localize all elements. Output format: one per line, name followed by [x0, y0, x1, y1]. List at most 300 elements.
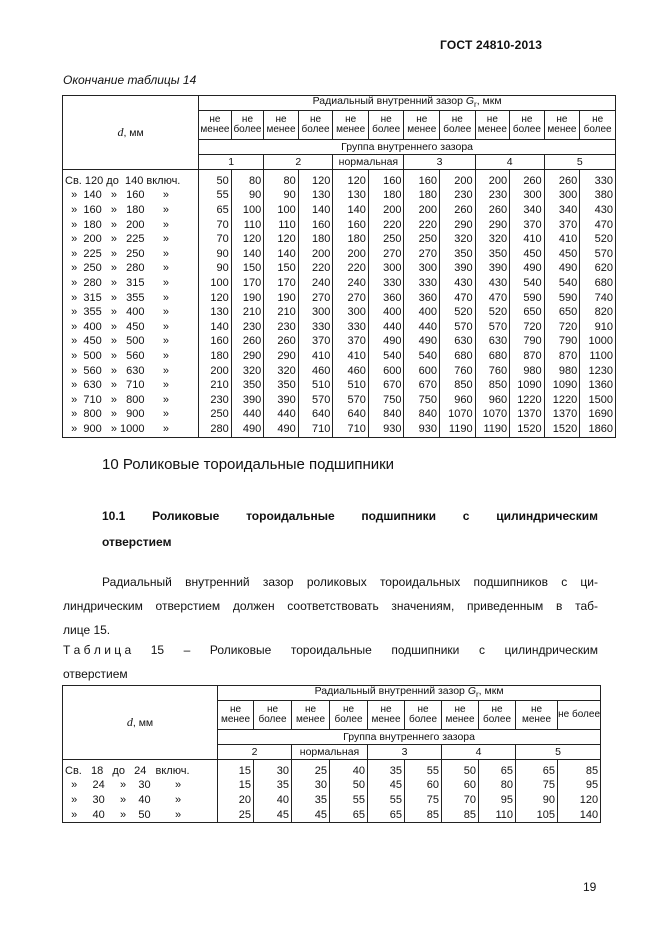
min-value: 170 — [264, 276, 299, 291]
max-value: 330 — [368, 276, 404, 291]
max-value: 1220 — [510, 393, 545, 408]
max-value: 170 — [231, 276, 264, 291]
section-heading: 10 Роликовые тороидальные подшипники — [102, 456, 395, 473]
max-value: 760 — [440, 364, 476, 379]
min-value: 540 — [404, 349, 440, 364]
clearance-header: Радиальный внутренний зазор $G_r$, мкм — [199, 96, 616, 111]
max-value: 300 — [298, 305, 333, 320]
max-value: 330 — [580, 170, 616, 189]
min-value: 230 — [475, 189, 510, 204]
max-value: 350 — [440, 247, 476, 262]
max-value: 160 — [368, 170, 404, 189]
min-value: 200 — [333, 247, 369, 262]
max-value: 490 — [368, 335, 404, 350]
max-value: 95 — [558, 779, 601, 794]
max-label: не более — [231, 111, 264, 140]
max-value: 400 — [368, 305, 404, 320]
min-value: 160 — [333, 218, 369, 233]
min-value: 220 — [404, 218, 440, 233]
max-label: не более — [298, 111, 333, 140]
table-row — [63, 408, 616, 423]
table-row — [63, 203, 616, 218]
max-value: 1070 — [440, 408, 476, 423]
min-value: 570 — [333, 393, 369, 408]
min-value: 100 — [264, 203, 299, 218]
min-value: 760 — [475, 364, 510, 379]
min-value: 410 — [333, 349, 369, 364]
max-value: 190 — [231, 291, 264, 306]
min-value: 140 — [199, 320, 232, 335]
min-value: 300 — [333, 305, 369, 320]
diameter-range: » 225 » 250 » — [63, 247, 199, 262]
max-value: 230 — [440, 189, 476, 204]
min-value: 210 — [199, 378, 232, 393]
diameter-range: » 40 » 50 » — [63, 808, 218, 823]
diameter-range: » 630 » 710 » — [63, 378, 199, 393]
max-label: не более — [330, 701, 368, 730]
max-value: 230 — [231, 320, 264, 335]
table-row — [63, 760, 601, 779]
min-value: 470 — [475, 291, 510, 306]
max-value: 290 — [440, 218, 476, 233]
body-paragraph: Радиальный внутренний зазор роликовых тороидальных подшипников с ци- линдрическим отверстием должен соответствовать значениям, приведенным в таб- лице 15. — [63, 575, 598, 637]
max-value: 570 — [580, 247, 616, 262]
min-label: не менее — [264, 111, 299, 140]
diameter-range: Св. 18 до 24 включ. — [63, 760, 218, 779]
max-label: не более — [368, 111, 404, 140]
min-value: 650 — [544, 305, 580, 320]
table-15 — [62, 685, 601, 823]
max-value: 640 — [298, 408, 333, 423]
min-value: 70 — [442, 793, 479, 808]
min-value: 290 — [475, 218, 510, 233]
min-value: 370 — [544, 218, 580, 233]
max-value: 100 — [231, 203, 264, 218]
min-value: 1520 — [544, 422, 580, 437]
max-value: 290 — [231, 349, 264, 364]
max-value: 1690 — [580, 408, 616, 423]
min-label: не менее — [333, 111, 369, 140]
max-value: 570 — [440, 320, 476, 335]
table-row — [63, 808, 601, 823]
diameter-range: » 710 » 800 » — [63, 393, 199, 408]
min-value: 220 — [333, 262, 369, 277]
min-label: не менее — [218, 701, 254, 730]
max-value: 200 — [440, 170, 476, 189]
max-value: 130 — [298, 189, 333, 204]
min-value: 250 — [199, 408, 232, 423]
max-label: не более — [405, 701, 442, 730]
min-value: 45 — [368, 779, 405, 794]
min-value: 180 — [404, 189, 440, 204]
min-value: 640 — [333, 408, 369, 423]
min-value: 55 — [368, 793, 405, 808]
max-value: 600 — [368, 364, 404, 379]
min-value: 35 — [368, 760, 405, 779]
max-value: 840 — [368, 408, 404, 423]
group-number: 2 — [264, 155, 333, 170]
diameter-range: » 250 » 280 » — [63, 262, 199, 277]
min-value: 130 — [333, 189, 369, 204]
min-value: 750 — [404, 393, 440, 408]
diameter-range: » 400 » 450 » — [63, 320, 199, 335]
table-row — [63, 170, 616, 189]
max-value: 260 — [440, 203, 476, 218]
min-value: 390 — [475, 262, 510, 277]
min-value: 15 — [218, 779, 254, 794]
max-value: 75 — [405, 793, 442, 808]
table-row — [63, 793, 601, 808]
max-value: 30 — [254, 760, 292, 779]
max-value: 90 — [231, 189, 264, 204]
max-value: 260 — [231, 335, 264, 350]
max-value: 720 — [510, 320, 545, 335]
max-value: 40 — [254, 793, 292, 808]
min-value: 120 — [333, 170, 369, 189]
group-number: 3 — [404, 155, 475, 170]
diameter-range: » 30 » 40 » — [63, 793, 218, 808]
min-value: 140 — [264, 247, 299, 262]
min-value: 200 — [475, 170, 510, 189]
max-value: 55 — [330, 793, 368, 808]
min-value: 85 — [442, 808, 479, 823]
max-value: 240 — [298, 276, 333, 291]
max-value: 370 — [510, 218, 545, 233]
min-value: 330 — [333, 320, 369, 335]
min-value: 15 — [218, 760, 254, 779]
min-value: 180 — [333, 232, 369, 247]
max-value: 450 — [510, 247, 545, 262]
caption-word: 15 — [150, 643, 165, 657]
diameter-header: d, мм — [63, 96, 199, 170]
diameter-range: » 800 » 900 » — [63, 408, 199, 423]
table-row — [63, 291, 616, 306]
min-value: 260 — [264, 335, 299, 350]
group-number: 5 — [544, 155, 615, 170]
max-value: 300 — [368, 262, 404, 277]
max-value: 270 — [298, 291, 333, 306]
max-value: 350 — [231, 378, 264, 393]
min-value: 410 — [544, 232, 580, 247]
group-number: 4 — [442, 745, 516, 760]
max-value: 430 — [440, 276, 476, 291]
min-value: 25 — [218, 808, 254, 823]
max-label: не более — [558, 701, 601, 730]
diameter-range: » 200 » 225 » — [63, 232, 199, 247]
diameter-range: » 900 » 1000 » — [63, 422, 199, 437]
max-value: 140 — [231, 247, 264, 262]
min-value: 300 — [404, 262, 440, 277]
min-value: 440 — [404, 320, 440, 335]
min-value: 1370 — [544, 408, 580, 423]
min-value: 65 — [368, 808, 405, 823]
max-value: 40 — [330, 760, 368, 779]
min-value: 960 — [475, 393, 510, 408]
group-header: Группа внутреннего зазора — [218, 730, 601, 745]
min-value: 190 — [264, 291, 299, 306]
table-row — [63, 218, 616, 233]
subsection-word: подшипники — [361, 509, 437, 523]
min-value: 280 — [199, 422, 232, 437]
max-value: 390 — [231, 393, 264, 408]
min-value: 430 — [475, 276, 510, 291]
max-value: 390 — [440, 262, 476, 277]
page-number: 19 — [583, 880, 597, 894]
max-value: 410 — [298, 349, 333, 364]
max-value: 680 — [440, 349, 476, 364]
min-value: 120 — [264, 232, 299, 247]
min-value: 520 — [475, 305, 510, 320]
max-value: 1500 — [580, 393, 616, 408]
min-label: не менее — [368, 701, 405, 730]
min-value: 370 — [333, 335, 369, 350]
min-value: 180 — [199, 349, 232, 364]
table-row — [63, 305, 616, 320]
subsection-word: 10.1 — [102, 509, 126, 523]
min-value: 360 — [404, 291, 440, 306]
min-value: 50 — [442, 760, 479, 779]
min-value: 260 — [475, 203, 510, 218]
document-code: ГОСТ 24810-2013 — [440, 38, 543, 52]
max-label: не более — [580, 111, 616, 140]
max-value: 220 — [368, 218, 404, 233]
max-value: 120 — [298, 170, 333, 189]
min-value: 980 — [544, 364, 580, 379]
group-number: 1 — [199, 155, 264, 170]
max-value: 380 — [580, 189, 616, 204]
max-value: 1370 — [510, 408, 545, 423]
max-value: 220 — [298, 262, 333, 277]
min-value: 140 — [333, 203, 369, 218]
max-value: 620 — [580, 262, 616, 277]
min-value: 90 — [199, 262, 232, 277]
table-row — [63, 232, 616, 247]
max-value: 85 — [558, 760, 601, 779]
max-value: 300 — [510, 189, 545, 204]
max-value: 45 — [254, 808, 292, 823]
max-value: 670 — [368, 378, 404, 393]
min-value: 90 — [264, 189, 299, 204]
max-value: 790 — [510, 335, 545, 350]
table-row — [63, 422, 616, 437]
max-value: 680 — [580, 276, 616, 291]
diameter-range: » 140 » 160 » — [63, 189, 199, 204]
max-value: 1100 — [580, 349, 616, 364]
max-value: 60 — [405, 779, 442, 794]
min-value: 320 — [475, 232, 510, 247]
table-row — [63, 320, 616, 335]
min-value: 290 — [264, 349, 299, 364]
min-value: 330 — [404, 276, 440, 291]
max-value: 260 — [510, 170, 545, 189]
min-value: 670 — [404, 378, 440, 393]
max-value: 570 — [298, 393, 333, 408]
max-value: 320 — [231, 364, 264, 379]
min-value: 720 — [544, 320, 580, 335]
max-value: 340 — [510, 203, 545, 218]
max-value: 1360 — [580, 378, 616, 393]
min-value: 680 — [475, 349, 510, 364]
min-value: 1070 — [475, 408, 510, 423]
min-value: 50 — [199, 170, 232, 189]
min-value: 65 — [516, 760, 558, 779]
diameter-range: » 24 » 30 » — [63, 779, 218, 794]
max-value: 460 — [298, 364, 333, 379]
min-value: 90 — [199, 247, 232, 262]
max-value: 520 — [580, 232, 616, 247]
table-row — [63, 364, 616, 379]
table-row — [63, 378, 616, 393]
min-label: не менее — [404, 111, 440, 140]
caption-word: – — [183, 643, 191, 657]
max-value: 150 — [231, 262, 264, 277]
max-value: 55 — [405, 760, 442, 779]
max-value: 630 — [440, 335, 476, 350]
diameter-range: » 560 » 630 » — [63, 364, 199, 379]
subsection-word: с — [462, 509, 470, 523]
table-row — [63, 349, 616, 364]
min-value: 105 — [516, 808, 558, 823]
table-row — [63, 393, 616, 408]
diameter-range: » 180 » 200 » — [63, 218, 199, 233]
min-value: 1190 — [475, 422, 510, 437]
max-value: 430 — [580, 203, 616, 218]
max-value: 510 — [298, 378, 333, 393]
max-value: 410 — [510, 232, 545, 247]
min-value: 1090 — [544, 378, 580, 393]
min-value: 200 — [404, 203, 440, 218]
subsection-word: Роликовые — [152, 509, 220, 523]
min-value: 160 — [404, 170, 440, 189]
max-value: 590 — [510, 291, 545, 306]
table-row — [63, 262, 616, 277]
subsection-word: тороидальные — [246, 509, 335, 523]
min-value: 350 — [264, 378, 299, 393]
max-value: 1190 — [440, 422, 476, 437]
min-label: не менее — [292, 701, 330, 730]
max-value: 520 — [440, 305, 476, 320]
min-value: 930 — [404, 422, 440, 437]
max-value: 110 — [231, 218, 264, 233]
max-value: 110 — [479, 808, 516, 823]
min-label: не менее — [199, 111, 232, 140]
group-number: нормальная — [292, 745, 368, 760]
max-value: 470 — [580, 218, 616, 233]
table-row — [63, 189, 616, 204]
min-value: 260 — [544, 170, 580, 189]
min-value: 450 — [544, 247, 580, 262]
max-value: 740 — [580, 291, 616, 306]
min-value: 70 — [199, 232, 232, 247]
max-value: 980 — [510, 364, 545, 379]
caption-word: цилиндрическим — [504, 643, 598, 657]
max-value: 65 — [479, 760, 516, 779]
caption-word: с — [478, 643, 485, 657]
min-label: не менее — [516, 701, 558, 730]
max-label: не более — [254, 701, 292, 730]
max-value: 180 — [368, 189, 404, 204]
max-value: 1230 — [580, 364, 616, 379]
table-row — [63, 779, 601, 794]
min-value: 35 — [292, 793, 330, 808]
max-value: 470 — [440, 291, 476, 306]
diameter-range: Св. 120 до 140 включ. — [63, 170, 199, 189]
max-value: 750 — [368, 393, 404, 408]
min-label: не менее — [442, 701, 479, 730]
min-value: 30 — [292, 779, 330, 794]
max-value: 95 — [479, 793, 516, 808]
max-value: 360 — [368, 291, 404, 306]
min-value: 25 — [292, 760, 330, 779]
min-value: 100 — [199, 276, 232, 291]
min-value: 340 — [544, 203, 580, 218]
caption-word: Роликовые — [209, 643, 272, 657]
max-value: 35 — [254, 779, 292, 794]
max-value: 870 — [510, 349, 545, 364]
clearance-header: Радиальный внутренний зазор $G_r$, мкм — [218, 686, 601, 701]
table-row — [63, 276, 616, 291]
min-value: 870 — [544, 349, 580, 364]
max-value: 200 — [368, 203, 404, 218]
max-value: 1860 — [580, 422, 616, 437]
min-value: 490 — [544, 262, 580, 277]
max-value: 50 — [330, 779, 368, 794]
table-14 — [62, 95, 616, 438]
min-value: 570 — [475, 320, 510, 335]
min-value: 350 — [475, 247, 510, 262]
min-value: 250 — [404, 232, 440, 247]
max-value: 210 — [231, 305, 264, 320]
table-continuation-label: Окончание таблицы 14 — [63, 73, 197, 87]
min-value: 160 — [199, 335, 232, 350]
min-label: не менее — [475, 111, 510, 140]
min-value: 790 — [544, 335, 580, 350]
min-value: 150 — [264, 262, 299, 277]
max-value: 140 — [558, 808, 601, 823]
min-value: 710 — [333, 422, 369, 437]
max-value: 180 — [298, 232, 333, 247]
min-value: 270 — [404, 247, 440, 262]
max-value: 440 — [368, 320, 404, 335]
max-value: 120 — [558, 793, 601, 808]
min-value: 80 — [264, 170, 299, 189]
min-value: 240 — [333, 276, 369, 291]
max-value: 85 — [405, 808, 442, 823]
subsection-heading: 10.1 Роликовые тороидальные подшипники с цилиндрическим отверстием — [102, 503, 598, 555]
min-value: 440 — [264, 408, 299, 423]
max-value: 850 — [440, 378, 476, 393]
min-value: 1220 — [544, 393, 580, 408]
group-number: 4 — [475, 155, 544, 170]
max-value: 330 — [298, 320, 333, 335]
min-value: 600 — [404, 364, 440, 379]
min-value: 230 — [199, 393, 232, 408]
min-value: 840 — [404, 408, 440, 423]
min-value: 390 — [264, 393, 299, 408]
min-value: 850 — [475, 378, 510, 393]
min-value: 45 — [292, 808, 330, 823]
min-value: 70 — [199, 218, 232, 233]
group-number: нормальная — [333, 155, 404, 170]
group-number: 2 — [218, 745, 292, 760]
min-label: не менее — [544, 111, 580, 140]
min-value: 130 — [199, 305, 232, 320]
diameter-range: » 450 » 500 » — [63, 335, 199, 350]
max-value: 490 — [231, 422, 264, 437]
diameter-range: » 355 » 400 » — [63, 305, 199, 320]
max-value: 930 — [368, 422, 404, 437]
max-value: 120 — [231, 232, 264, 247]
